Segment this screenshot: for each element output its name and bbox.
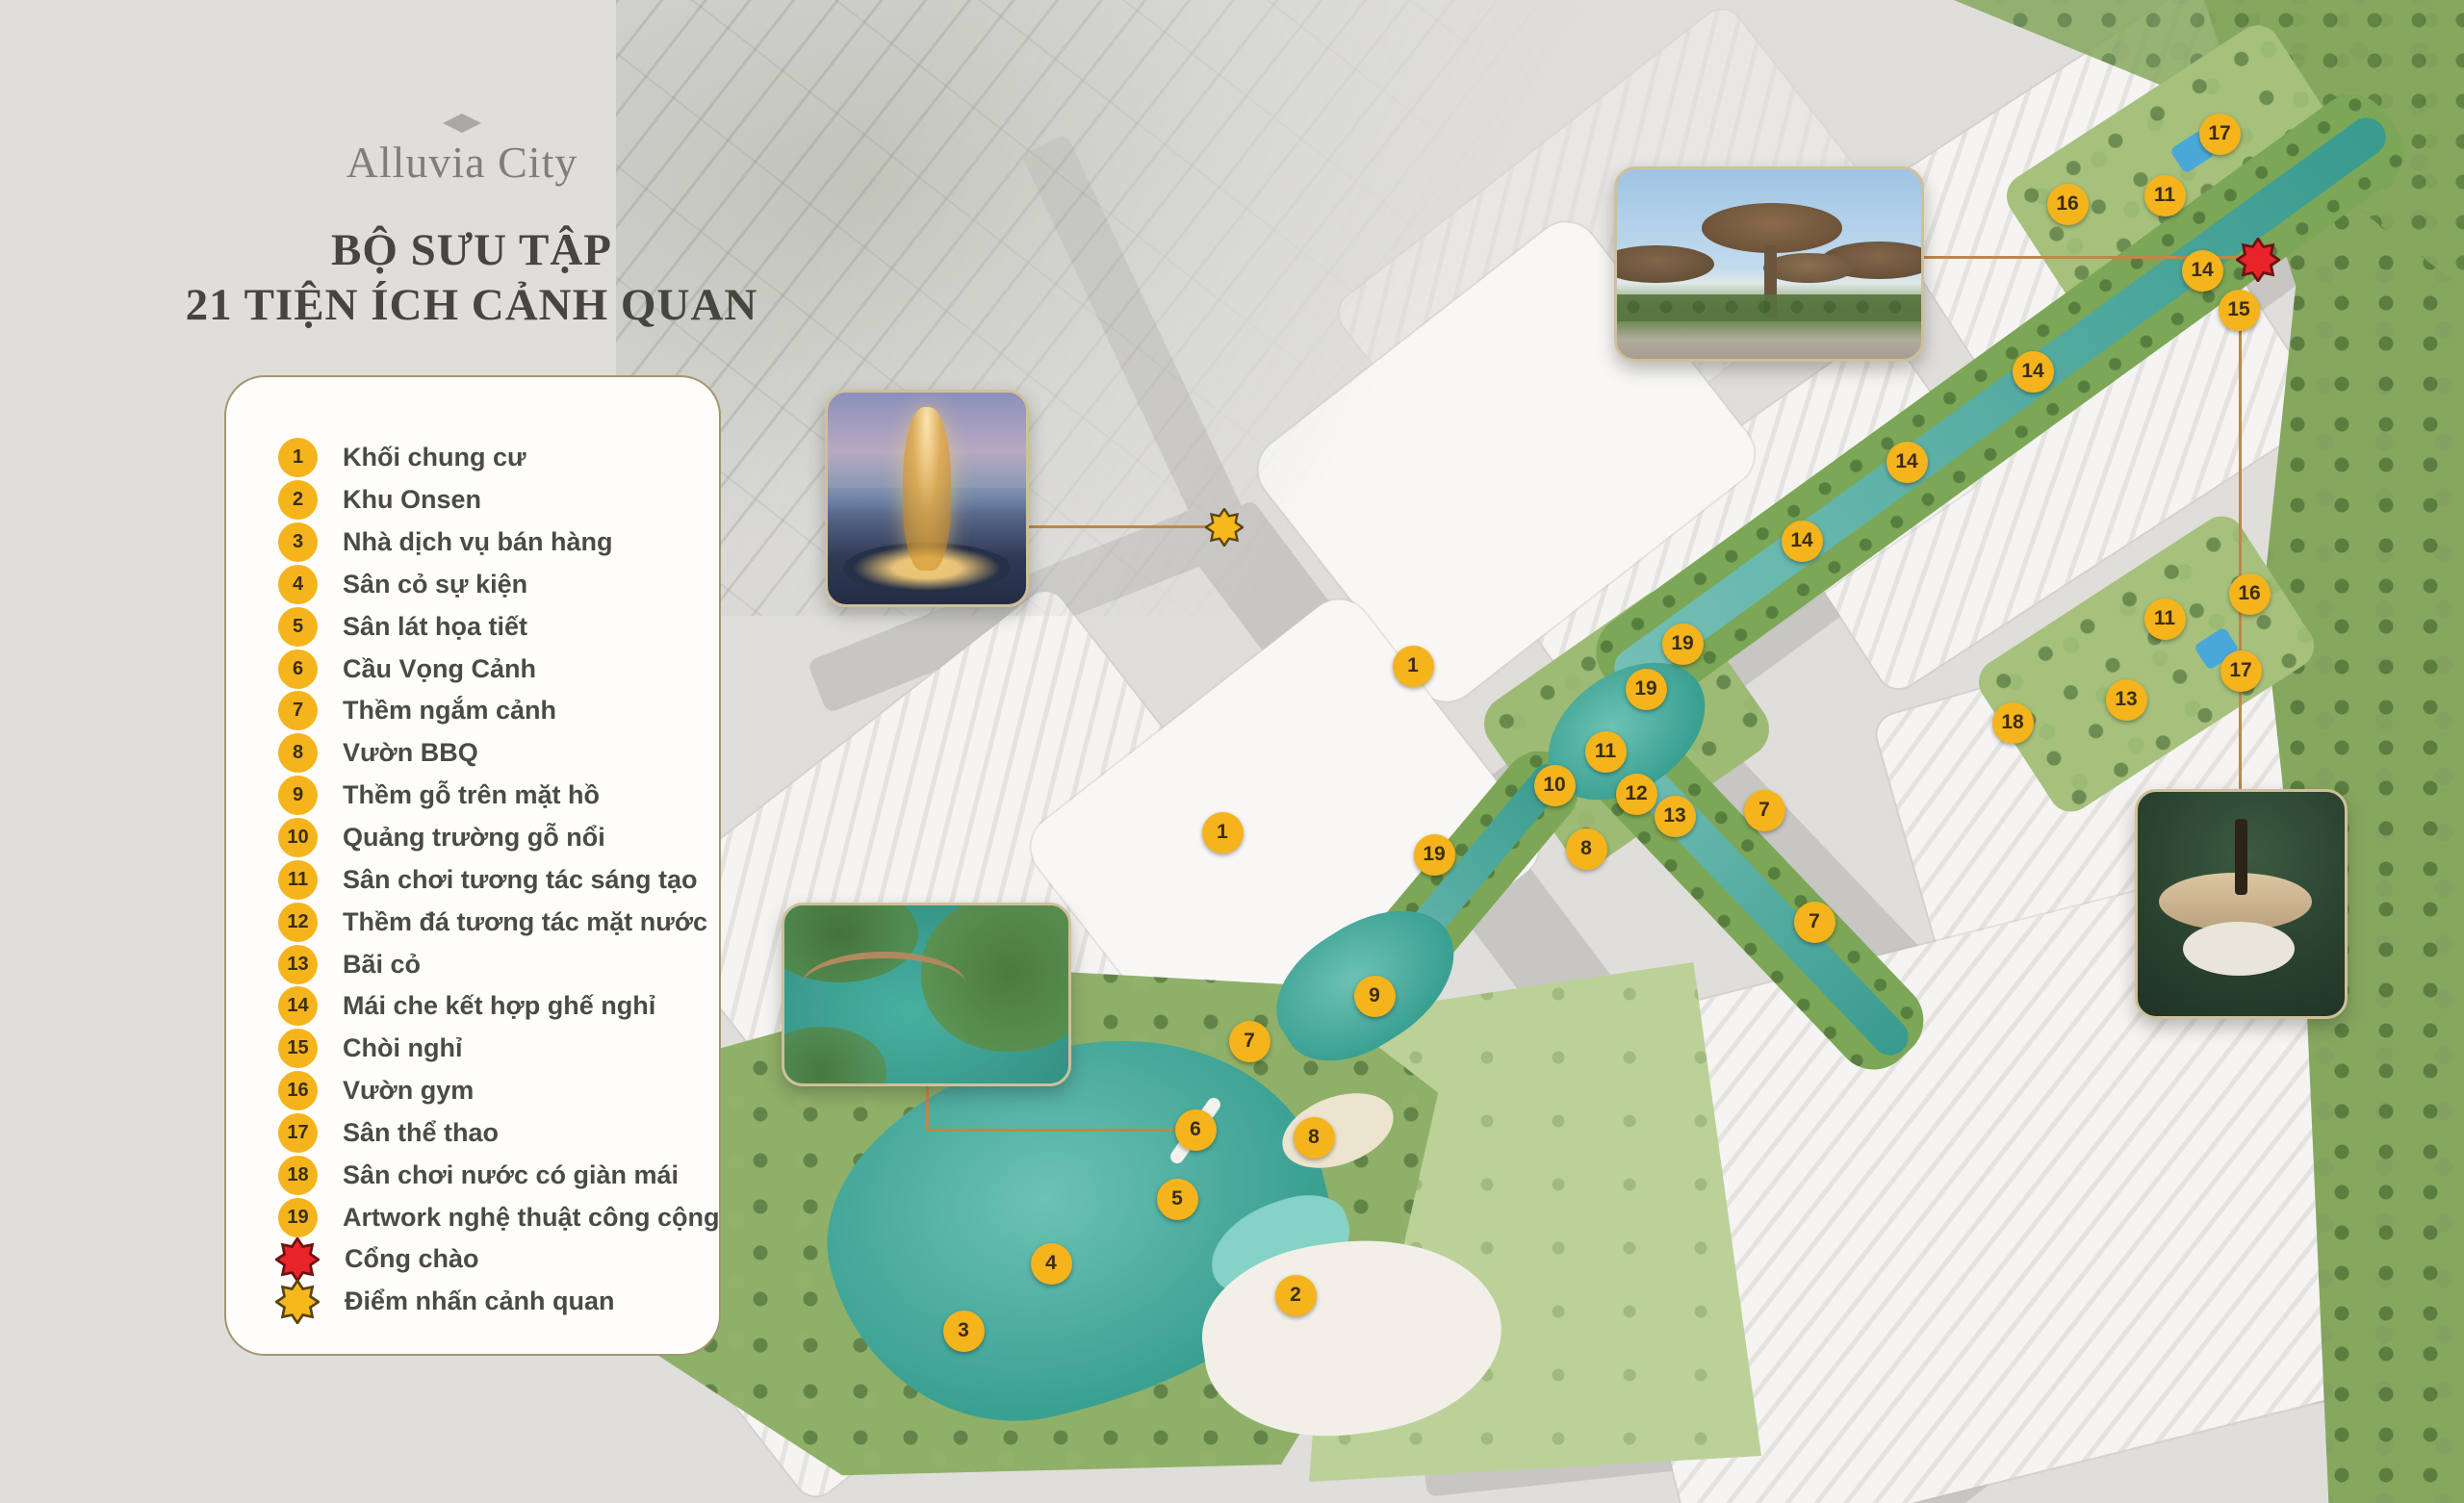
map-marker-14: 14 xyxy=(2182,250,2223,292)
map-marker-1: 1 xyxy=(1393,646,1434,687)
legend-list xyxy=(226,437,719,1323)
legend-number-badge: 5 xyxy=(278,607,318,647)
map-marker-11: 11 xyxy=(2144,599,2186,640)
map-marker-6: 6 xyxy=(1175,1109,1217,1151)
fountain-column xyxy=(903,407,950,570)
map-marker-13: 13 xyxy=(2106,679,2147,721)
legend-item-14 xyxy=(226,985,719,1028)
legend-number-badge: 14 xyxy=(278,986,318,1026)
map-marker-16: 16 xyxy=(2229,573,2271,615)
map-marker-15: 15 xyxy=(2219,290,2260,331)
legend-item-12 xyxy=(226,901,719,943)
legend-item-label: Khu Onsen xyxy=(343,485,482,515)
legend-item-label: Quảng trường gỗ nổi xyxy=(343,823,605,853)
map-marker-17: 17 xyxy=(2220,650,2262,692)
pavilion-floor xyxy=(2183,922,2295,976)
legend-item-label: Sân cỏ sự kiện xyxy=(343,569,528,599)
pavilion-tree xyxy=(2235,819,2247,895)
canopy xyxy=(1614,245,1714,283)
legend-number-badge: 6 xyxy=(278,650,318,689)
connector-lake-h xyxy=(926,1129,1194,1132)
legend-item-label: Sân chơi nước có giàn mái xyxy=(343,1159,680,1189)
legend-item-7 xyxy=(226,690,719,732)
legend-item-star-red xyxy=(226,1238,719,1281)
legend-item-4 xyxy=(226,564,719,606)
map-marker-11: 11 xyxy=(2144,175,2186,217)
brand-logo xyxy=(173,114,751,188)
legend-number-badge: 12 xyxy=(278,903,318,942)
brand-diamond-icon xyxy=(443,114,481,133)
tree-pavilion-photo xyxy=(2135,789,2348,1019)
map-marker-14: 14 xyxy=(1886,442,1928,483)
fountain-photo xyxy=(825,390,1029,607)
legend-item-11 xyxy=(226,858,719,901)
legend-number-badge: 4 xyxy=(278,565,318,604)
map-marker-8: 8 xyxy=(1294,1117,1335,1159)
legend-number-badge: 18 xyxy=(278,1156,318,1195)
map-marker-2: 2 xyxy=(1275,1275,1317,1316)
legend-item-1 xyxy=(226,437,719,479)
legend-number-badge: 15 xyxy=(278,1029,318,1068)
legend-item-2 xyxy=(226,479,719,522)
legend-item-label: Sân thể thao xyxy=(343,1117,500,1147)
legend-number-badge: 13 xyxy=(278,945,318,984)
legend-number-badge: 1 xyxy=(278,438,318,477)
map-marker-4: 4 xyxy=(1031,1243,1072,1285)
map-marker-7: 7 xyxy=(1229,1021,1270,1062)
legend-item-label: Khối chung cư xyxy=(343,443,526,472)
map-marker-19: 19 xyxy=(1414,834,1455,876)
shrubs xyxy=(1617,294,1921,321)
legend-number-badge: 7 xyxy=(278,691,318,730)
legend-item-17 xyxy=(226,1112,719,1155)
gateway-canopy-photo xyxy=(1614,166,1924,362)
map-marker-18: 18 xyxy=(1992,702,2034,744)
legend-item-label: Artwork nghệ thuật công cộng xyxy=(343,1202,720,1232)
legend-item-label: Chòi nghỉ xyxy=(343,1033,463,1063)
map-marker-12: 12 xyxy=(1616,774,1657,815)
legend-item-16 xyxy=(226,1070,719,1112)
map-marker-14: 14 xyxy=(2013,351,2054,393)
gateway-star-icon xyxy=(275,1237,320,1282)
map-marker-19: 19 xyxy=(1626,669,1667,710)
map-marker-17: 17 xyxy=(2199,114,2241,155)
map-marker-9: 9 xyxy=(1354,976,1396,1017)
map-marker-19: 19 xyxy=(1662,624,1704,665)
legend-item-6 xyxy=(226,648,719,690)
map-marker-7: 7 xyxy=(1744,790,1785,831)
legend-number-badge: 10 xyxy=(278,818,318,857)
legend-item-label: Cầu Vọng Cảnh xyxy=(343,653,536,683)
legend-number-badge: 19 xyxy=(278,1198,318,1237)
lake-bridge-photo xyxy=(782,903,1071,1086)
legend-item-8 xyxy=(226,732,719,775)
legend-panel xyxy=(224,375,721,1356)
legend-item-label: Thềm đá tương tác mặt nước xyxy=(343,906,708,936)
legend-item-18 xyxy=(226,1154,719,1196)
legend-item-9 xyxy=(226,775,719,817)
legend-item-label: Bãi cỏ xyxy=(343,949,422,979)
legend-item-label: Cổng chào xyxy=(345,1244,479,1274)
map-marker-1: 1 xyxy=(1202,812,1244,853)
map-marker-7: 7 xyxy=(1794,902,1835,943)
legend-number-badge: 3 xyxy=(278,522,318,562)
connector-pavilion xyxy=(2239,325,2242,791)
map-marker-10: 10 xyxy=(1534,765,1576,806)
map-marker-13: 13 xyxy=(1655,796,1696,837)
map-marker-11: 11 xyxy=(1585,731,1627,773)
legend-item-label: Thềm ngắm cảnh xyxy=(343,696,557,726)
map-marker-3: 3 xyxy=(943,1311,985,1352)
poster-title-line1: BỘ SƯU TẬP xyxy=(330,225,613,275)
map-marker-16: 16 xyxy=(2047,184,2089,225)
map-marker-gateway-star xyxy=(2236,238,2280,287)
legend-number-badge: 11 xyxy=(278,860,318,900)
map-marker-14: 14 xyxy=(1782,521,1823,562)
legend-item-15 xyxy=(226,1028,719,1070)
legend-number-badge: 17 xyxy=(278,1113,318,1153)
legend-item-label: Sân chơi tương tác sáng tạo xyxy=(343,864,698,894)
legend-item-13 xyxy=(226,943,719,985)
legend-item-3 xyxy=(226,522,719,564)
poster-title-line2: 21 TIỆN ÍCH CẢNH QUAN xyxy=(185,280,758,330)
legend-item-label: Điểm nhấn cảnh quan xyxy=(345,1286,615,1316)
legend-item-10 xyxy=(226,817,719,859)
legend-item-label: Vườn BBQ xyxy=(343,738,478,768)
brand-name: Alluvia City xyxy=(346,138,578,187)
legend-number-badge: 9 xyxy=(278,776,318,815)
legend-item-star-gold xyxy=(226,1281,719,1323)
legend-item-label: Mái che kết hợp ghế nghỉ xyxy=(343,991,656,1021)
bridge-arc xyxy=(802,952,966,1019)
landscape-star-icon xyxy=(275,1280,320,1324)
canopy xyxy=(1763,253,1855,284)
legend-item-label: Vườn gym xyxy=(343,1076,475,1106)
connector-fountain xyxy=(1020,525,1224,528)
legend-item-19 xyxy=(226,1196,719,1238)
legend-number-badge: 16 xyxy=(278,1071,318,1110)
legend-item-label: Sân lát họa tiết xyxy=(343,611,528,641)
map-marker-8: 8 xyxy=(1566,828,1607,870)
legend-number-badge: 2 xyxy=(278,480,318,520)
legend-item-5 xyxy=(226,605,719,648)
map-marker-landscape-star xyxy=(1205,508,1244,551)
poster-title xyxy=(116,223,828,333)
foliage xyxy=(782,1027,886,1086)
legend-item-label: Thềm gỗ trên mặt hồ xyxy=(343,780,601,810)
legend-item-label: Nhà dịch vụ bán hàng xyxy=(343,527,613,557)
legend-number-badge: 8 xyxy=(278,733,318,773)
map-marker-5: 5 xyxy=(1157,1179,1198,1220)
